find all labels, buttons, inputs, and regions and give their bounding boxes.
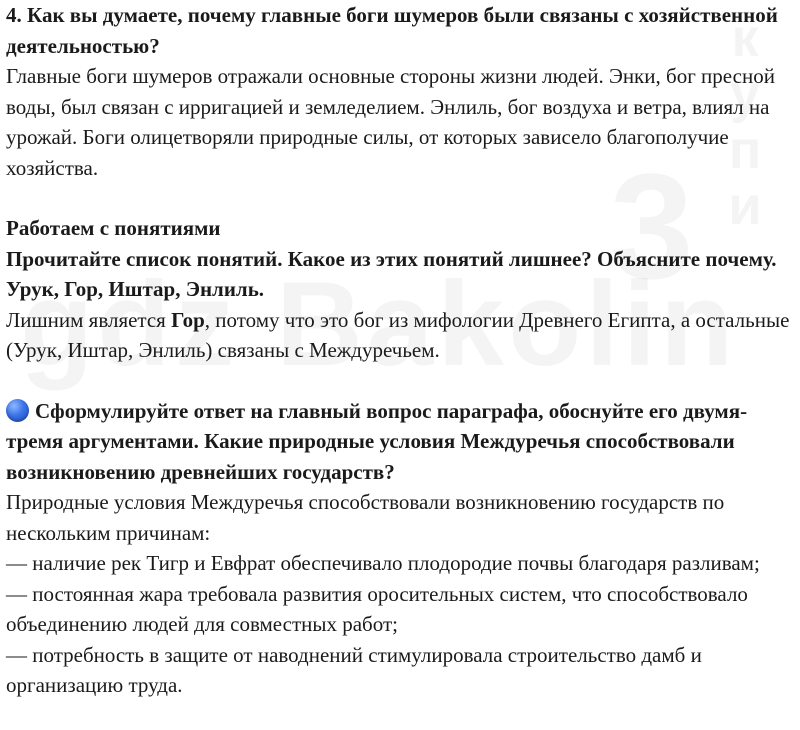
concepts-answer bbox=[6, 305, 794, 366]
spacer bbox=[6, 183, 794, 213]
main-answer-intro: Природные условия Междуречья способствовали возникновению государств по нескольким причинам: bbox=[6, 490, 725, 545]
concepts-section bbox=[6, 213, 794, 366]
main-question-section bbox=[6, 396, 794, 701]
main-answer-point: — потребность в защите от наводнений стимулировала строительство дамб и организацию труда. bbox=[6, 642, 702, 697]
concepts-question: Прочитайте список понятий. Какое из этих понятий лишнее? Объясните почему. Урук, Гор, Иштар, Энлиль. bbox=[6, 246, 777, 301]
main-question bbox=[6, 396, 794, 488]
question-4-section bbox=[6, 0, 794, 183]
concepts-answer-suffix: , потому что это бог из мифологии Древнего Египта, а остальные (Урук, Иштар, Энлиль) связаны с Междуречьем. bbox=[6, 307, 790, 362]
concepts-answer-keyword: Гор bbox=[171, 307, 205, 332]
main-question-text: Сформулируйте ответ на главный вопрос параграфа, обоснуйте его двумя-тремя аргументами. Какие природные условия Междуречья способствовали возникновению древнейших государств? bbox=[6, 398, 748, 484]
concepts-answer-prefix: Лишним является bbox=[6, 307, 172, 332]
question-4-heading: 4. Как вы думаете, почему главные боги шумеров были связаны с хозяйственной деятельностью? bbox=[6, 3, 778, 58]
question-4-answer: Главные боги шумеров отражали основные стороны жизни людей. Энки, бог пресной воды, был связан с ирригацией и земледелием. Энлиль, бог воздуха и ветра, влиял на урожай. Боги олицетворяли природные силы, от которых зависело благополучие хозяйства. bbox=[6, 64, 775, 180]
spacer bbox=[6, 366, 794, 396]
concepts-title: Работаем с понятиями bbox=[6, 216, 221, 240]
main-answer-point: — постоянная жара требовала развития оросительных систем, что способствовало объединению людей для совместных работ; bbox=[6, 581, 748, 636]
main-answer-point: — наличие рек Тигр и Евфрат обеспечивало плодородие почвы благодаря разливам; bbox=[6, 551, 760, 575]
blue-circle-icon bbox=[6, 399, 29, 422]
